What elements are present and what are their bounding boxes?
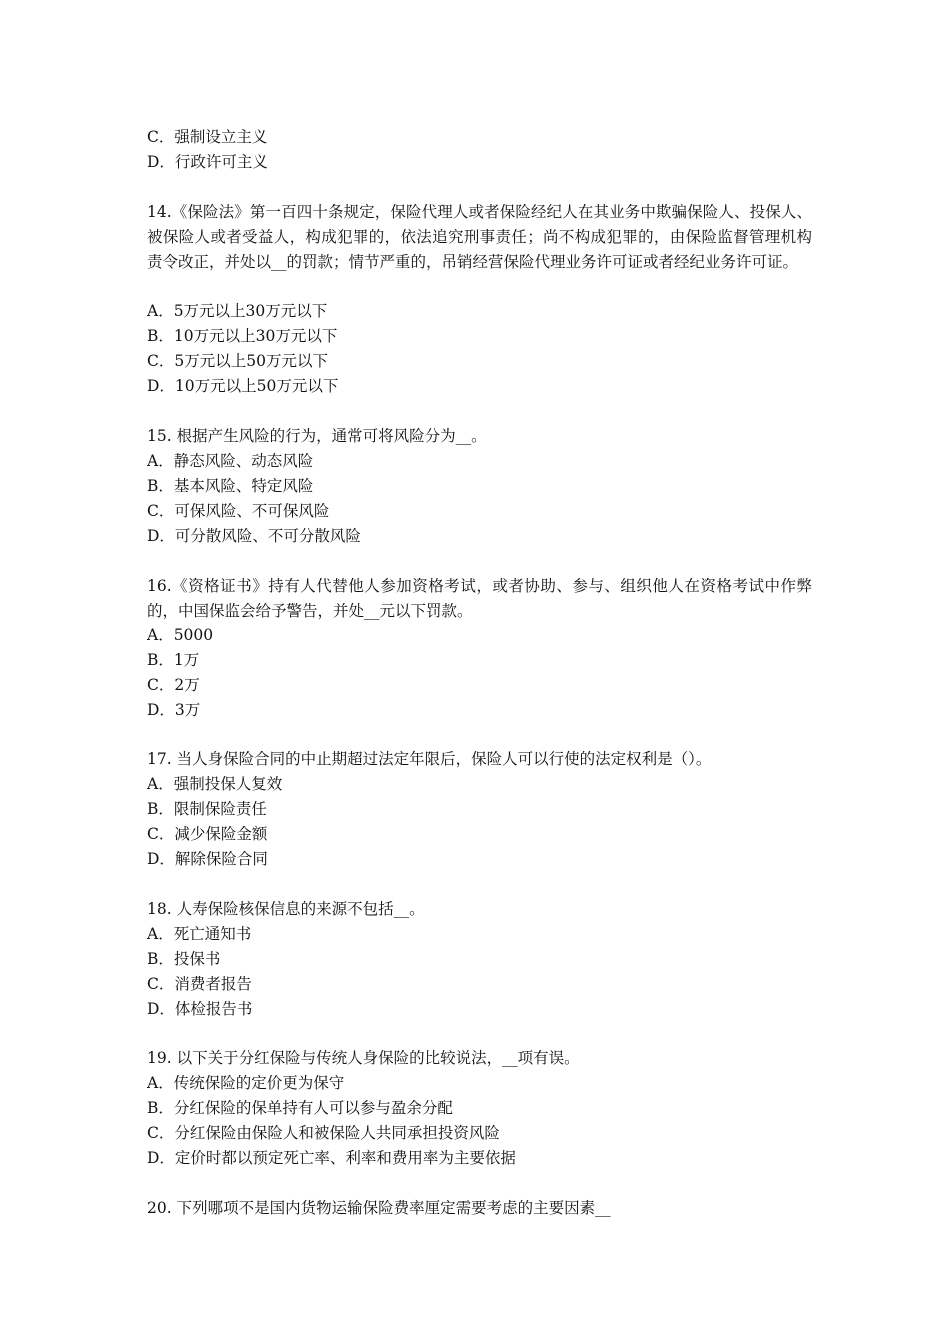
question-19-stem: 19. 以下关于分红保险与传统人身保险的比较说法，__项有误。 — [147, 1049, 580, 1067]
question-15-option-b: B．基本风险、特定风险 — [147, 477, 314, 495]
question-17-stem: 17. 当人身保险合同的中止期超过法定年限后，保险人可以行使的法定权利是（）。 — [147, 750, 712, 768]
question-16-stem: 16.《资格证书》持有人代替他人参加资格考试，或者协助、参与、组织他人在资格考试中作弊的，中国保监会给予警告，并处__元以下罚款。 — [147, 577, 812, 620]
question-16-option-b: B．1万 — [147, 651, 200, 669]
question-17-option-d: D．解除保险合同 — [147, 850, 268, 868]
question-20-stem: 20. 下列哪项不是国内货物运输保险费率厘定需要考虑的主要因素__ — [147, 1199, 611, 1217]
question-15-option-c: C．可保风险、不可保风险 — [147, 502, 330, 520]
question-14-option-c: C．5万元以上50万元以下 — [147, 352, 328, 370]
question-19-option-c: C．分红保险由保险人和被保险人共同承担投资风险 — [147, 1124, 500, 1142]
question-15-option-d: D．可分散风险、不可分散风险 — [147, 527, 361, 545]
question-17-option-c: C．减少保险金额 — [147, 825, 268, 843]
question-19-option-b: B．分红保险的保单持有人可以参与盈余分配 — [147, 1099, 453, 1117]
question-19-option-a: A．传统保险的定价更为保守 — [147, 1074, 345, 1092]
question-18-option-c: C．消费者报告 — [147, 975, 252, 993]
question-14-option-a: A．5万元以上30万元以下 — [147, 302, 328, 320]
question-17-option-a: A．强制投保人复效 — [147, 775, 283, 793]
question-19-option-d: D．定价时都以预定死亡率、利率和费用率为主要依据 — [147, 1149, 516, 1167]
question-16-option-a: A．5000 — [147, 626, 214, 644]
question-18-option-b: B．投保书 — [147, 950, 221, 968]
question-14-option-b: B．10万元以上30万元以下 — [147, 327, 338, 345]
question-14-stem: 14.《保险法》第一百四十条规定，保险代理人或者保险经纪人在其业务中欺骗保险人、投保人、被保险人或者受益人，构成犯罪的，依法追究刑事责任；尚不构成犯罪的，由保险监督管理机构责令改正，并处以__的罚款；情节严重的，吊销经营保险代理业务许可证或者经纪业务许可证。 — [147, 203, 812, 271]
option-c: C．强制设立主义 — [147, 128, 268, 146]
question-17-option-b: B．限制保险责任 — [147, 800, 267, 818]
question-18-option-d: D．体检报告书 — [147, 1000, 253, 1018]
question-15-option-a: A．静态风险、动态风险 — [147, 452, 314, 470]
question-15-stem: 15. 根据产生风险的行为，通常可将风险分为__。 — [147, 427, 487, 445]
question-18-stem: 18. 人寿保险核保信息的来源不包括__。 — [147, 900, 425, 918]
question-16-option-c: C．2万 — [147, 676, 200, 694]
option-d: D．行政许可主义 — [147, 153, 268, 171]
question-16-option-d: D．3万 — [147, 701, 201, 719]
question-18-option-a: A．死亡通知书 — [147, 925, 252, 943]
question-14-option-d: D．10万元以上50万元以下 — [147, 377, 339, 395]
